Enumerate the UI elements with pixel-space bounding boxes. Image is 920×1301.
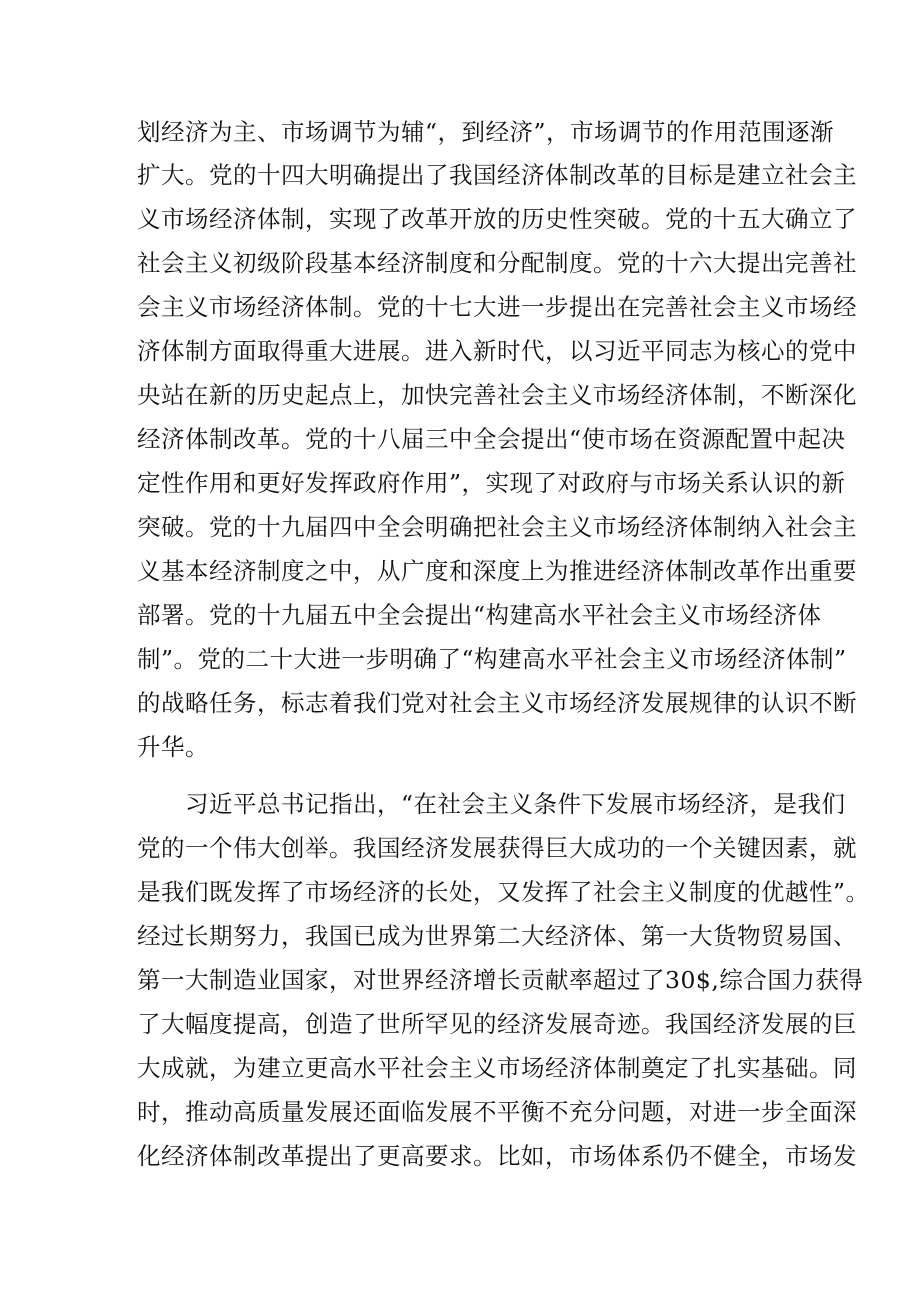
paragraph-1-line-9: 定性作用和更好发挥政府作用”，实现了对政府与市场关系认识的新 xyxy=(137,469,846,497)
paragraph-2-line-5: 第一大制造业国家，对世界经济增长贡献率超过了30$,综合国力获得 xyxy=(137,966,864,994)
paragraph-1-line-11: 义基本经济制度之中，从广度和深度上为推进经济体制改革作出重要 xyxy=(137,557,857,585)
paragraph-1-line-10: 突破。党的十九届四中全会明确把社会主义市场经济体制纳入社会主 xyxy=(137,513,857,541)
paragraph-1-line-15: 升华。 xyxy=(137,733,209,761)
paragraph-1-line-3: 义市场经济体制，实现了改革开放的历史性突破。党的十五大确立了 xyxy=(137,205,857,233)
paragraph-1-line-1: 划经济为主、市场调节为辅“，到经济”，市场调节的作用范围逐渐 xyxy=(137,118,835,146)
paragraph-2-line-8: 时，推动高质量发展还面临发展不平衡不充分问题，对进一步全面深 xyxy=(137,1098,857,1126)
paragraph-1-line-7: 央站在新的历史起点上，加快完善社会主义市场经济体制，不断深化 xyxy=(137,381,857,409)
paragraph-2-line-9: 化经济体制改革提出了更高要求。比如，市场体系仍不健全，市场发 xyxy=(137,1142,857,1170)
paragraph-1-line-13: 制”。党的二十大进一步明确了“构建高水平社会主义市场经济体制” xyxy=(137,645,847,673)
paragraph-2-line-6: 了大幅度提高，创造了世所罕见的经济发展奇迹。我国经济发展的巨 xyxy=(137,1010,857,1038)
paragraph-1-line-14: 的战略任务，标志着我们党对社会主义市场经济发展规律的认识不断 xyxy=(137,689,857,717)
paragraph-2-line-7: 大成就，为建立更高水平社会主义市场经济体制奠定了扎实基础。同 xyxy=(137,1054,857,1082)
paragraph-1-line-6: 济体制方面取得重大进展。进入新时代，以习近平同志为核心的党中 xyxy=(137,337,857,365)
paragraph-2-line-1: 习近平总书记指出，“在社会主义条件下发展市场经济，是我们 xyxy=(185,790,846,818)
paragraph-1-line-5: 会主义市场经济体制。党的十七大进一步提出在完善社会主义市场经 xyxy=(137,293,857,321)
paragraph-1-line-2: 扩大。党的十四大明确提出了我国经济体制改革的目标是建立社会主 xyxy=(137,161,857,189)
paragraph-2-line-4: 经过长期努力，我国已成为世界第二大经济体、第一大货物贸易国、 xyxy=(137,922,857,950)
paragraph-2-line-2: 党的一个伟大创举。我国经济发展获得巨大成功的一个关键因素，就 xyxy=(137,834,857,862)
paragraph-1-line-8: 经济体制改革。党的十八届三中全会提出“使市场在资源配置中起决 xyxy=(137,425,846,453)
paragraph-2-line-3: 是我们既发挥了市场经济的长处，又发挥了社会主义制度的优越性”。 xyxy=(137,878,870,906)
paragraph-1-line-12: 部署。党的十九届五中全会提出“构建高水平社会主义市场经济体 xyxy=(137,601,822,629)
paragraph-1-line-4: 社会主义初级阶段基本经济制度和分配制度。党的十六大提出完善社 xyxy=(137,249,857,277)
